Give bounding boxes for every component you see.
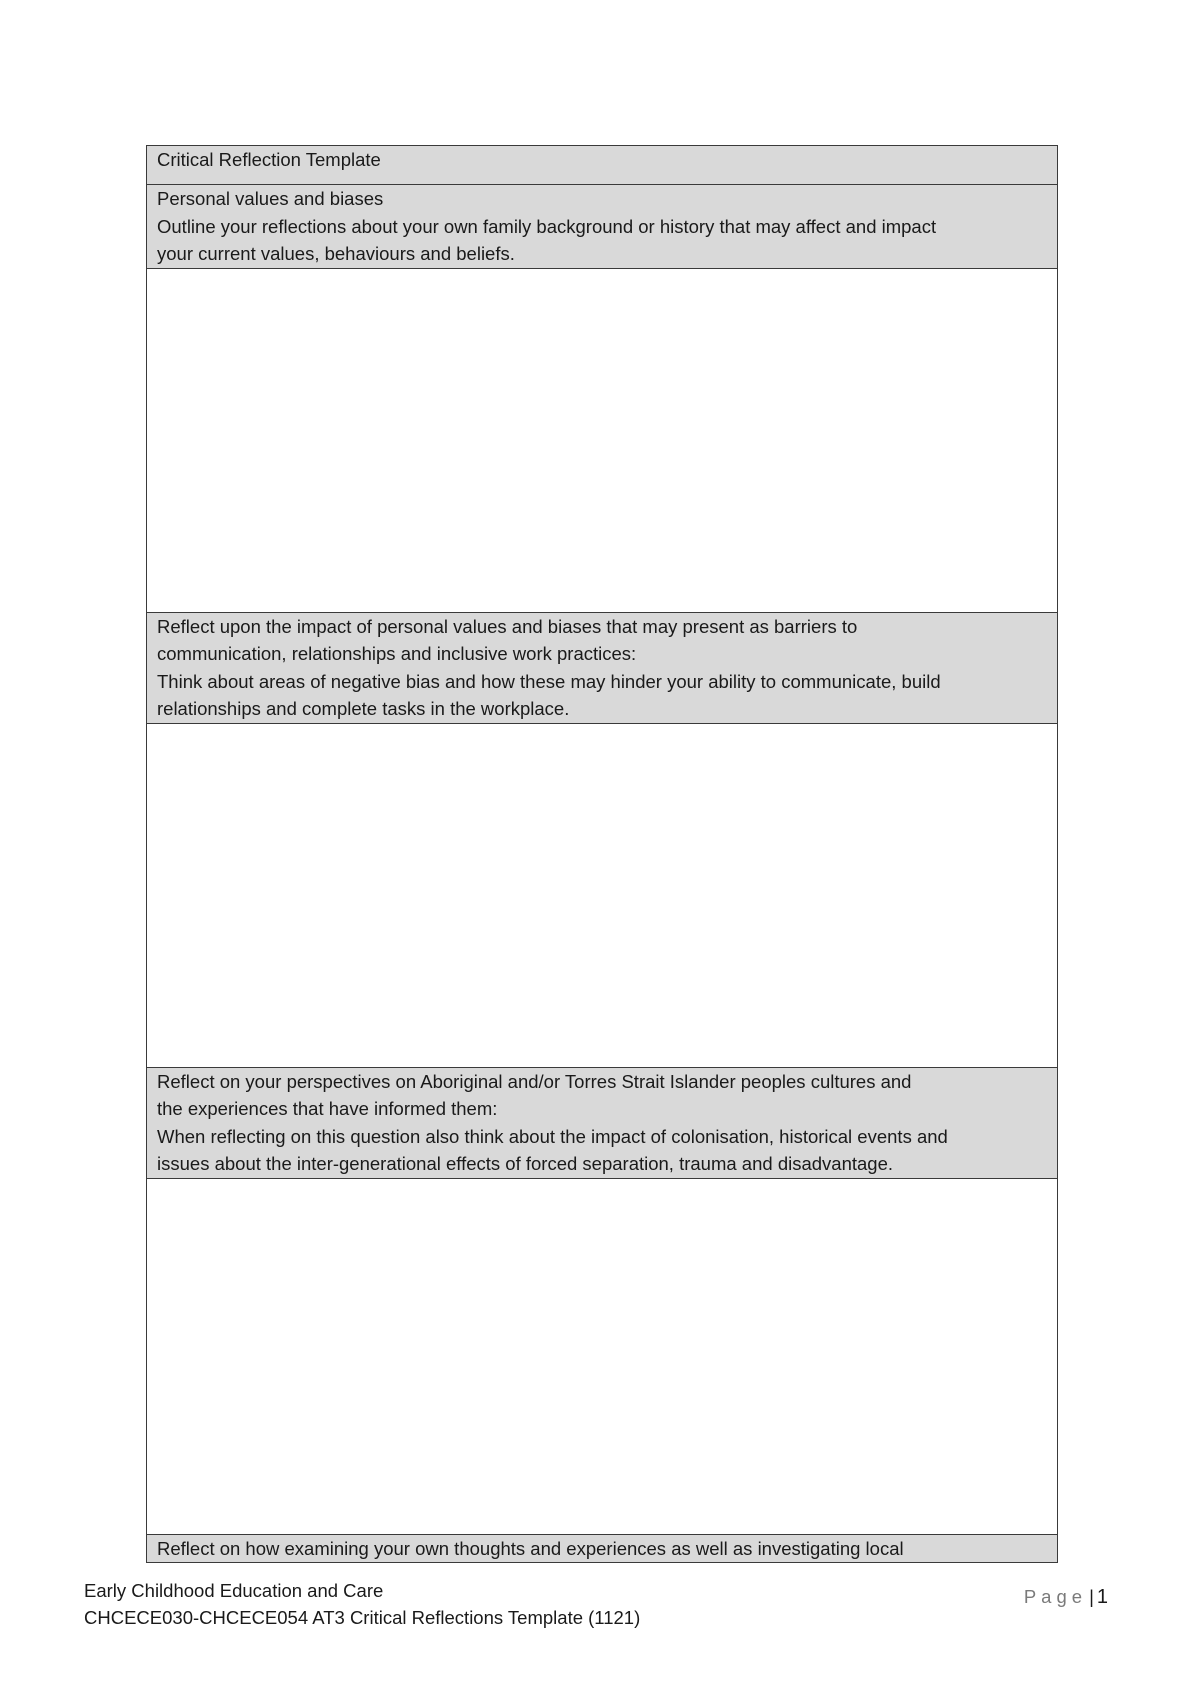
section-3-line-3: When reflecting on this question also think about the impact of colonisation, historical events and xyxy=(157,1125,948,1147)
page-number-block xyxy=(1024,1586,1108,1609)
section-1-line-1: Outline your reflections about your own family background or history that may affect and impact xyxy=(157,215,937,237)
page-label: Page xyxy=(1023,1586,1088,1607)
section-2-line-1: Reflect upon the impact of personal values and biases that may present as barriers to xyxy=(157,615,858,637)
section-2-prompt xyxy=(147,612,1058,723)
section-3-answer-area[interactable] xyxy=(147,1178,1058,1534)
section-1-line-2: your current values, behaviours and beliefs. xyxy=(157,243,515,264)
table-row xyxy=(147,723,1058,1067)
table-row xyxy=(147,612,1058,723)
section-1-heading: Personal values and biases xyxy=(157,188,384,209)
section-1-prompt xyxy=(147,185,1058,269)
section-1-answer-area[interactable] xyxy=(147,268,1058,612)
section-3-line-4: issues about the inter-generational effects of forced separation, trauma and disadvantage. xyxy=(157,1153,894,1174)
table-title: Critical Reflection Template xyxy=(147,146,1058,185)
table-row xyxy=(147,1178,1058,1534)
section-3-prompt xyxy=(147,1067,1058,1178)
table-row xyxy=(147,146,1058,185)
section-2-line-3: Think about areas of negative bias and how these may hinder your ability to communicate, build xyxy=(157,670,941,692)
section-2-answer-area[interactable] xyxy=(147,723,1058,1067)
section-2-line-4: relationships and complete tasks in the workplace. xyxy=(157,698,570,719)
section-3-line-1: Reflect on your perspectives on Aboriginal and/or Torres Strait Islander peoples cultures and xyxy=(157,1070,912,1092)
footer-course-title: Early Childhood Education and Care xyxy=(84,1580,384,1601)
section-2-line-2: communication, relationships and inclusive work practices: xyxy=(157,643,637,664)
page-number: 1 xyxy=(1096,1586,1108,1608)
table-row xyxy=(147,1534,1058,1563)
section-4-prompt: Reflect on how examining your own thoughts and experiences as well as investigating local xyxy=(147,1534,1058,1563)
document-footer xyxy=(84,1577,640,1631)
footer-document-code: CHCECE030-CHCECE054 AT3 Critical Reflections Template (1121) xyxy=(84,1607,641,1628)
table-row xyxy=(147,185,1058,269)
table-row xyxy=(147,1067,1058,1178)
table-row xyxy=(147,268,1058,612)
critical-reflection-table xyxy=(146,145,1058,1563)
page-separator: | xyxy=(1089,1586,1094,1607)
section-3-line-2: the experiences that have informed them: xyxy=(157,1098,498,1119)
